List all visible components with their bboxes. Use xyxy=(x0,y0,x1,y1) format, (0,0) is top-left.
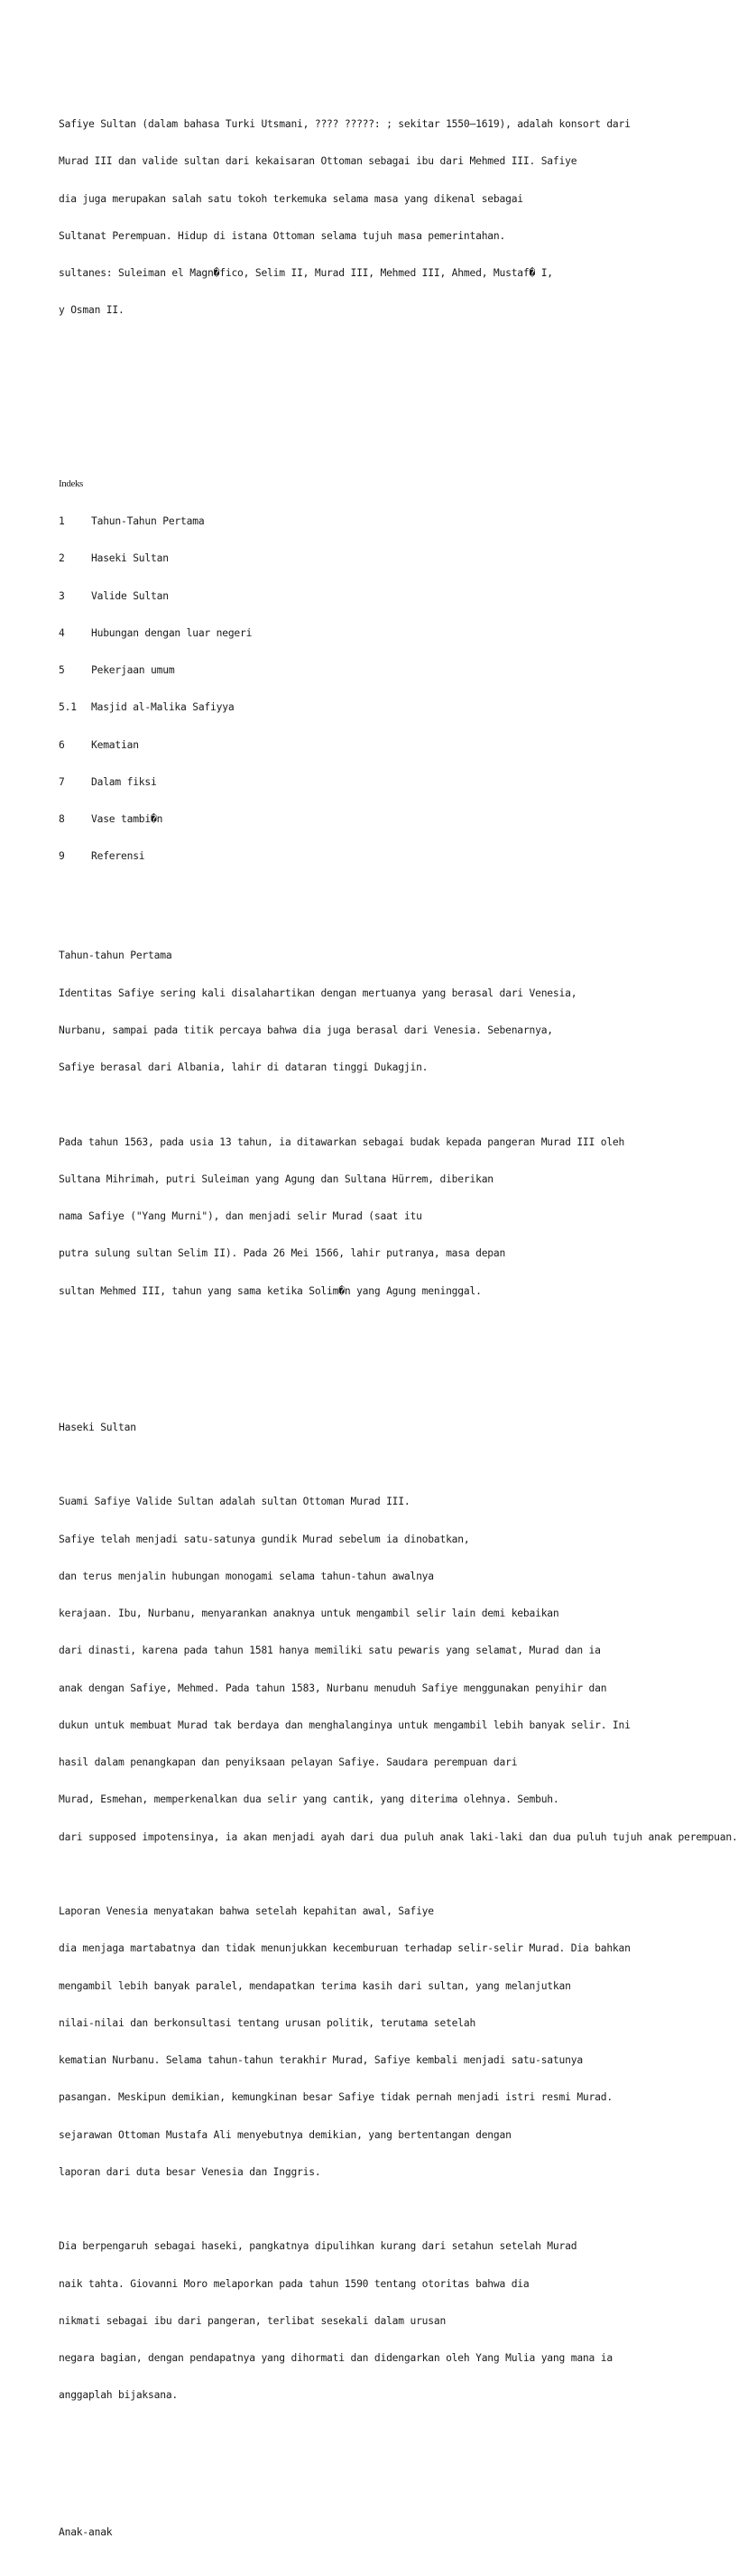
section-haseki-sultan xyxy=(59,1396,738,2426)
index-number: 5 xyxy=(59,664,65,676)
section-early-years xyxy=(59,925,693,1322)
text-line: dia juga merupakan salah satu tokoh terkemuka selama masa yang dikenal sebagai xyxy=(59,192,523,205)
index-item xyxy=(59,515,693,528)
index-item xyxy=(59,850,693,863)
text-line: dari supposed impotensinya, ia akan menjadi ayah dari dua puluh anak laki-laki dan dua puluh tujuh anak perempuan. xyxy=(59,1830,738,1843)
index-item xyxy=(59,776,693,789)
text-line: Pada tahun 1563, pada usia 13 tahun, ia ditawarkan sebagai budak kepada pangeran Murad III oleh xyxy=(59,1135,625,1148)
index-section xyxy=(59,453,693,887)
index-label: Referensi xyxy=(91,850,145,863)
text-line: dukun untuk membuat Murad tak berdaya dan menghalanginya untuk mengambil lebih banyak selir. Ini xyxy=(59,1719,631,1731)
text-line: sultanes: Suleiman el Magn�fico, Selim II, Murad III, Mehmed III, Ahmed, Mustaf� I, xyxy=(59,267,553,279)
section-heading: Haseki Sultan xyxy=(59,1421,136,1433)
text-line: Murad, Esmehan, memperkenalkan dua selir yang cantik, yang diterima olehnya. Sembuh. xyxy=(59,1793,559,1806)
index-item xyxy=(59,627,693,640)
text-line: Identitas Safiye sering kali disalahartikan dengan mertuanya yang berasal dari Venesia, xyxy=(59,987,577,999)
index-item xyxy=(59,813,693,826)
index-item xyxy=(59,701,693,714)
text-line: putra sulung sultan Selim II). Pada 26 Mei 1566, lahir putranya, masa depan xyxy=(59,1247,506,1260)
text-line: pasangan. Meskipun demikian, kemungkinan besar Safiye tidak pernah menjadi istri resmi Murad. xyxy=(59,2091,613,2104)
text-line: nikmati sebagai ibu dari pangeran, terlibat sesekali dalam urusan xyxy=(59,2314,447,2327)
text-line: sejarawan Ottoman Mustafa Ali menyebutnya demikian, yang bertentangan dengan xyxy=(59,2128,512,2141)
section-children xyxy=(59,2501,693,2563)
text-line: nilai-nilai dan berkonsultasi tentang urusan politik, terutama setelah xyxy=(59,2016,476,2029)
section-heading: Anak-anak xyxy=(59,2525,113,2538)
text-line: anggaplah bijaksana. xyxy=(59,2389,179,2402)
text-line: sultan Mehmed III, tahun yang sama ketika Solim�n yang Agung meninggal. xyxy=(59,1284,482,1297)
index-label: Valide Sultan xyxy=(91,589,169,602)
index-number: 3 xyxy=(59,589,65,602)
index-number: 8 xyxy=(59,813,65,825)
text-line: mengambil lebih banyak paralel, mendapatkan terima kasih dari sultan, yang melanjutkan xyxy=(59,1979,571,1992)
index-label: Pekerjaan umum xyxy=(91,664,175,676)
index-label: Hubungan dengan luar negeri xyxy=(91,626,253,639)
text-line: Murad III dan valide sultan dari kekaisaran Ottoman sebagai ibu dari Mehmed III. Safiye xyxy=(59,155,577,168)
index-item xyxy=(59,590,693,603)
text-line: kematian Nurbanu. Selama tahun-tahun terakhir Murad, Safiye kembali menjadi satu-satunya xyxy=(59,2054,583,2066)
index-item xyxy=(59,739,693,752)
index-label: Vase tambi�n xyxy=(91,813,163,825)
text-line: laporan dari duta besar Venesia dan Inggris. xyxy=(59,2165,321,2178)
text-line: anak dengan Safiye, Mehmed. Pada tahun 1583, Nurbanu menuduh Safiye menggunakan penyihir dan xyxy=(59,1682,607,1694)
index-number: 5.1 xyxy=(59,701,77,714)
text-line: kerajaan. Ibu, Nurbanu, menyarankan anaknya untuk mengambil selir lain demi kebaikan xyxy=(59,1608,559,1619)
text-line: naik tahta. Giovanni Moro melaporkan pada tahun 1590 tentang otoritas bahwa dia xyxy=(59,2277,530,2290)
text-line: Suami Safiye Valide Sultan adalah sultan Ottoman Murad III. xyxy=(59,1496,411,1508)
text-line: Sultana Mihrimah, putri Suleiman yang Agung dan Sultana Hürrem, diberikan xyxy=(59,1172,494,1185)
index-label: Dalam fiksi xyxy=(91,775,157,788)
text-line: Sultanat Perempuan. Hidup di istana Ottoman selama tujuh masa pemerintahan. xyxy=(59,229,506,242)
text-line: Safiye telah menjadi satu-satunya gundik Murad sebelum ia dinobatkan, xyxy=(59,1533,470,1545)
index-number: 4 xyxy=(59,626,65,639)
text-line: Laporan Venesia menyatakan bahwa setelah kepahitan awal, Safiye xyxy=(59,1905,434,1917)
index-number: 9 xyxy=(59,850,65,863)
index-heading: Indeks xyxy=(59,477,83,489)
text-line: hasil dalam penangkapan dan penyiksaan pelayan Safiye. Saudara perempuan dari xyxy=(59,1756,518,1768)
text-line: y Osman II. xyxy=(59,304,125,317)
text-line: nama Safiye ("Yang Murni"), dan menjadi selir Murad (saat itu xyxy=(59,1210,422,1222)
text-line: Nurbanu, sampai pada titik percaya bahwa dia juga berasal dari Venesia. Sebenarnya, xyxy=(59,1024,553,1036)
index-label: Kematian xyxy=(91,738,139,751)
index-label: Haseki Sultan xyxy=(91,552,169,565)
index-number: 2 xyxy=(59,552,65,565)
text-line: Dia berpengaruh sebagai haseki, pangkatnya dipulihkan kurang dari setahun setelah Murad xyxy=(59,2240,577,2253)
index-number: 1 xyxy=(59,515,65,527)
index-number: 6 xyxy=(59,738,65,751)
document-body xyxy=(59,69,738,2576)
index-item xyxy=(59,552,693,565)
text-line: negara bagian, dengan pendapatnya yang dihormati dan didengarkan oleh Yang Mulia yang mana ia xyxy=(59,2352,613,2364)
text-line: dia menjaga martabatnya dan tidak menunjukkan kecemburuan terhadap selir-selir Murad. Dia bahkan xyxy=(59,1942,631,1955)
index-label: Tahun-Tahun Pertama xyxy=(91,515,205,527)
text-line: dari dinasti, karena pada tahun 1581 hanya memiliki satu pewaris yang selamat, Murad dan ia xyxy=(59,1645,601,1657)
intro-paragraph xyxy=(59,94,693,342)
text-line: Safiye berasal dari Albania, lahir di dataran tinggi Dukagjin. xyxy=(59,1061,429,1073)
text-line: Safiye Sultan (dalam bahasa Turki Utsmani, ???? ?????: ; sekitar 1550–1619), adalah konsort dari xyxy=(59,118,631,130)
index-label: Masjid al-Malika Safiyya xyxy=(91,701,235,714)
section-heading: Tahun-tahun Pertama xyxy=(59,950,172,962)
index-item xyxy=(59,664,693,677)
text-line: dan terus menjalin hubungan monogami selama tahun-tahun awalnya xyxy=(59,1570,434,1582)
index-number: 7 xyxy=(59,775,65,788)
